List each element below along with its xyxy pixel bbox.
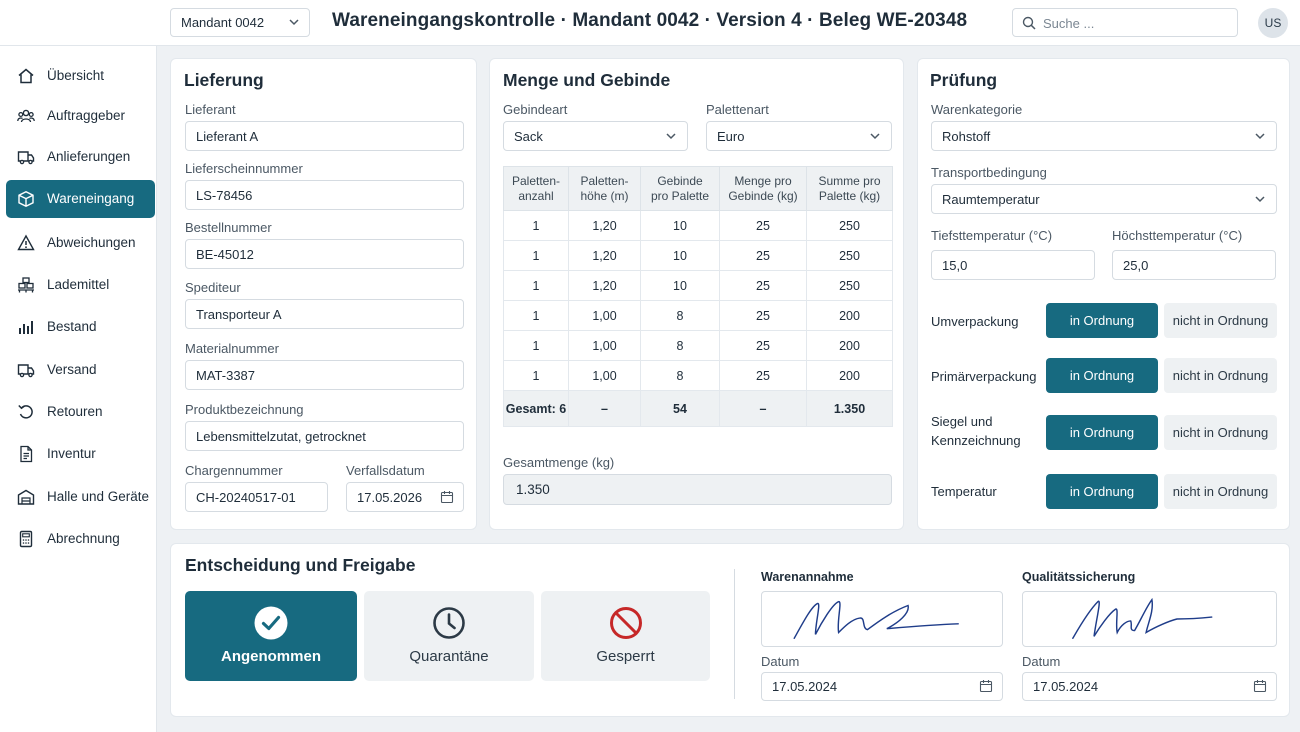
sidebar-item-label: Abweichungen	[47, 235, 136, 250]
blocked-icon	[608, 605, 644, 641]
table-cell: 1,00	[569, 301, 641, 331]
chargennummer-label: Chargennummer	[185, 463, 283, 478]
sidebar-item-anlieferungen[interactable]	[6, 138, 155, 176]
qualitaetssicherung-label: Qualitätssicherung	[1022, 570, 1136, 584]
table-sum-cell: Gesamt: 6	[504, 391, 569, 427]
warenannahme-datum-field[interactable]	[761, 672, 1003, 701]
bar-chart-icon	[17, 318, 35, 336]
gesperrt-button[interactable]	[541, 591, 710, 681]
table-sum-cell: 1.350	[807, 391, 893, 427]
tiefsttemperatur-label: Tiefsttemperatur (°C)	[931, 228, 1053, 243]
table-cell: 25	[720, 361, 807, 391]
palettenart-value: Euro	[717, 129, 745, 144]
column-header: Gebinde pro Palette	[641, 167, 720, 211]
sidebar-item-label: Auftraggeber	[47, 108, 126, 123]
chargennummer-value: CH-20240517-01	[196, 490, 296, 505]
table-sum-cell: 54	[641, 391, 720, 427]
sidebar-item-auftraggeber[interactable]	[6, 97, 155, 135]
gesamtmenge-label: Gesamtmenge (kg)	[503, 455, 615, 470]
siegel-nok-button[interactable]: nicht in Ordnung	[1164, 415, 1277, 450]
produktbezeichnung-value: Lebensmittelzutat, getrocknet	[196, 429, 366, 444]
sidebar	[0, 46, 157, 732]
check-circle-icon	[253, 605, 289, 641]
clock-icon	[431, 605, 467, 641]
materialnummer-label: Materialnummer	[185, 341, 279, 356]
table-cell: 250	[807, 211, 893, 241]
chargennummer-field[interactable]	[185, 482, 328, 512]
tiefsttemperatur-value: 15,0	[942, 258, 968, 273]
warenannahme-label: Warenannahme	[761, 570, 854, 584]
spediteur-field[interactable]	[185, 299, 464, 329]
umverpackung-ok-button[interactable]: in Ordnung	[1046, 303, 1158, 338]
table-sum-row	[504, 391, 893, 427]
spediteur-value: Transporteur A	[196, 307, 282, 322]
table-cell: 10	[641, 271, 720, 301]
gesperrt-label: Gesperrt	[596, 648, 655, 665]
sidebar-item-abweichungen[interactable]	[6, 224, 155, 262]
calendar-icon[interactable]	[979, 679, 993, 693]
table-cell: 10	[641, 241, 720, 271]
gesamtmenge-field	[503, 474, 892, 505]
sidebar-item-versand[interactable]	[6, 351, 155, 389]
truck-icon	[17, 148, 35, 166]
chevron-down-icon	[869, 130, 881, 142]
column-header: Paletten- anzahl	[504, 167, 569, 211]
warenannahme-signature-pad[interactable]	[761, 591, 1003, 647]
top-bar	[0, 0, 1300, 46]
sidebar-item-label: Retouren	[47, 404, 103, 419]
check-label-temperatur: Temperatur	[931, 484, 997, 499]
mandant-select[interactable]	[170, 8, 310, 37]
check-label-siegel: Siegel und Kennzeichnung	[931, 414, 1021, 448]
signature-icon	[1023, 592, 1276, 646]
warenannahme-datum-value: 17.05.2024	[772, 679, 838, 694]
warenkategorie-label: Warenkategorie	[931, 102, 1023, 117]
quarantaene-button[interactable]	[364, 591, 534, 681]
table-cell: 10	[641, 211, 720, 241]
users-icon	[17, 107, 35, 125]
return-icon	[17, 403, 35, 421]
chevron-down-icon	[1254, 130, 1266, 142]
sidebar-item-lademittel[interactable]	[6, 266, 155, 304]
table-row	[504, 301, 893, 331]
pallet-icon	[17, 276, 35, 294]
hoechsttemperatur-value: 25,0	[1123, 258, 1149, 273]
signature-icon	[762, 592, 1002, 646]
table-cell: 1,20	[569, 211, 641, 241]
table-row	[504, 271, 893, 301]
truck-icon	[17, 361, 35, 379]
materialnummer-field[interactable]	[185, 360, 464, 390]
warning-icon	[17, 234, 35, 252]
table-header-row	[504, 167, 893, 211]
sidebar-item-label: Versand	[47, 362, 97, 377]
warenannahme-datum-label: Datum	[761, 654, 800, 669]
chevron-down-icon	[1254, 193, 1266, 205]
gesamtmenge-value: 1.350	[516, 482, 550, 497]
table-cell: 250	[807, 241, 893, 271]
table-sum-cell: –	[720, 391, 807, 427]
avatar[interactable]: US	[1258, 8, 1288, 38]
table-cell: 200	[807, 361, 893, 391]
lieferschein-field[interactable]	[185, 180, 464, 210]
gebindeart-label: Gebindeart	[503, 102, 568, 117]
bestellnummer-label: Bestellnummer	[185, 220, 272, 235]
sidebar-item-label: Lademittel	[47, 277, 110, 292]
verfallsdatum-field[interactable]	[346, 482, 464, 512]
table-cell: 25	[720, 271, 807, 301]
entscheidung-title: Entscheidung und Freigabe	[185, 555, 416, 575]
table-row	[504, 211, 893, 241]
temperatur-nok-button[interactable]: nicht in Ordnung	[1164, 474, 1277, 509]
table-cell: 8	[641, 331, 720, 361]
primaerverpackung-ok-button[interactable]: in Ordnung	[1046, 358, 1158, 393]
mandant-select-value: Mandant 0042	[181, 15, 265, 30]
table-cell: 25	[720, 331, 807, 361]
table-cell: 8	[641, 361, 720, 391]
qualitaetssicherung-signature-pad[interactable]	[1022, 591, 1277, 647]
verfallsdatum-label: Verfallsdatum	[346, 463, 425, 478]
table-cell: 200	[807, 331, 893, 361]
calendar-icon[interactable]	[440, 490, 454, 504]
table-cell: 8	[641, 301, 720, 331]
table-row	[504, 241, 893, 271]
sidebar-item-label: Abrechnung	[47, 531, 120, 546]
box-icon	[17, 190, 35, 208]
primaerverpackung-nok-button[interactable]: nicht in Ordnung	[1164, 358, 1277, 393]
table-row	[504, 331, 893, 361]
lieferschein-label: Lieferscheinnummer	[185, 161, 303, 176]
table-cell: 25	[720, 301, 807, 331]
bestellnummer-value: BE-45012	[196, 247, 254, 262]
temperatur-ok-button[interactable]: in Ordnung	[1046, 474, 1158, 509]
paletten-table	[503, 166, 893, 427]
warehouse-icon	[17, 488, 35, 506]
table-cell: 1	[504, 241, 569, 271]
siegel-ok-button[interactable]: in Ordnung	[1046, 415, 1158, 450]
table-cell: 1	[504, 331, 569, 361]
sidebar-item-label: Wareneingang	[47, 191, 135, 206]
lieferung-title: Lieferung	[184, 70, 264, 90]
home-icon	[17, 67, 35, 85]
umverpackung-nok-button[interactable]: nicht in Ordnung	[1164, 303, 1277, 338]
warenkategorie-select[interactable]	[931, 121, 1277, 151]
warenkategorie-value: Rohstoff	[942, 129, 991, 144]
sidebar-item-abrechnung[interactable]	[6, 520, 155, 558]
transportbedingung-value: Raumtemperatur	[942, 192, 1040, 207]
table-cell: 1,00	[569, 361, 641, 391]
calendar-icon[interactable]	[1253, 679, 1267, 693]
table-cell: 25	[720, 241, 807, 271]
pruefung-title: Prüfung	[930, 70, 998, 90]
sidebar-item-inventur[interactable]	[6, 435, 155, 473]
spediteur-label: Spediteur	[185, 280, 241, 295]
check-label-primaerverpackung: Primärverpackung	[931, 369, 1037, 384]
palettenart-label: Palettenart	[706, 102, 769, 117]
hoechsttemperatur-field[interactable]	[1112, 250, 1276, 280]
search-icon	[1022, 16, 1036, 30]
sidebar-item-label: Inventur	[47, 446, 96, 461]
table-cell: 1,20	[569, 241, 641, 271]
table-cell: 1,00	[569, 331, 641, 361]
chevron-down-icon	[288, 16, 300, 28]
table-cell: 1	[504, 211, 569, 241]
produktbezeichnung-label: Produktbezeichnung	[185, 402, 304, 417]
table-cell: 250	[807, 271, 893, 301]
gebindeart-value: Sack	[514, 129, 543, 144]
materialnummer-value: MAT-3387	[196, 368, 256, 383]
menge-title: Menge und Gebinde	[503, 70, 671, 90]
column-header: Summe pro Palette (kg)	[807, 167, 893, 211]
table-sum-cell: –	[569, 391, 641, 427]
sidebar-item-halle-und-geraete[interactable]	[6, 478, 155, 516]
check-label-umverpackung: Umverpackung	[931, 314, 1019, 329]
column-header: Paletten- höhe (m)	[569, 167, 641, 211]
qualitaetssicherung-datum-label: Datum	[1022, 654, 1061, 669]
divider	[734, 569, 735, 699]
calculator-icon	[17, 530, 35, 548]
sidebar-item-label: Übersicht	[47, 68, 105, 83]
transportbedingung-select[interactable]	[931, 184, 1277, 214]
sidebar-item-wareneingang[interactable]	[6, 180, 155, 218]
bestellnummer-field[interactable]	[185, 239, 464, 269]
page-title: Wareneingangskontrolle · Mandant 0042 · Version 4 · Beleg WE-20348	[332, 10, 968, 31]
search-placeholder: Suche ...	[1043, 16, 1095, 31]
table-cell: 1,20	[569, 271, 641, 301]
sidebar-item-retouren[interactable]	[6, 393, 155, 431]
table-row	[504, 361, 893, 391]
sidebar-item-bestand[interactable]	[6, 308, 155, 346]
angenommen-button[interactable]	[185, 591, 357, 681]
table-cell: 1	[504, 361, 569, 391]
angenommen-label: Angenommen	[220, 648, 321, 665]
chevron-down-icon	[665, 130, 677, 142]
quarantaene-label: Quarantäne	[409, 648, 489, 665]
table-cell: 25	[720, 211, 807, 241]
column-header: Menge pro Gebinde (kg)	[720, 167, 807, 211]
sidebar-item-label: Halle und Geräte	[47, 489, 150, 504]
verfallsdatum-value: 17.05.2026	[357, 490, 423, 505]
sidebar-item-label: Anlieferungen	[47, 149, 131, 164]
document-icon	[17, 445, 35, 463]
lieferant-field[interactable]	[185, 121, 464, 151]
hoechsttemperatur-label: Höchsttemperatur (°C)	[1112, 228, 1243, 243]
table-cell: 200	[807, 301, 893, 331]
gebindeart-select[interactable]	[503, 121, 688, 151]
qualitaetssicherung-datum-value: 17.05.2024	[1033, 679, 1099, 694]
transportbedingung-label: Transportbedingung	[931, 165, 1047, 180]
palettenart-select[interactable]	[706, 121, 892, 151]
table-cell: 1	[504, 301, 569, 331]
lieferschein-value: LS-78456	[196, 188, 253, 203]
tiefsttemperatur-field[interactable]	[931, 250, 1095, 280]
lieferant-label: Lieferant	[185, 102, 236, 117]
lieferant-value: Lieferant A	[196, 129, 259, 144]
qualitaetssicherung-datum-field[interactable]	[1022, 672, 1277, 701]
table-cell: 1	[504, 271, 569, 301]
search-input[interactable]	[1012, 8, 1238, 37]
sidebar-item-uebersicht[interactable]	[6, 57, 155, 95]
produktbezeichnung-field[interactable]	[185, 421, 464, 451]
sidebar-item-label: Bestand	[47, 319, 97, 334]
